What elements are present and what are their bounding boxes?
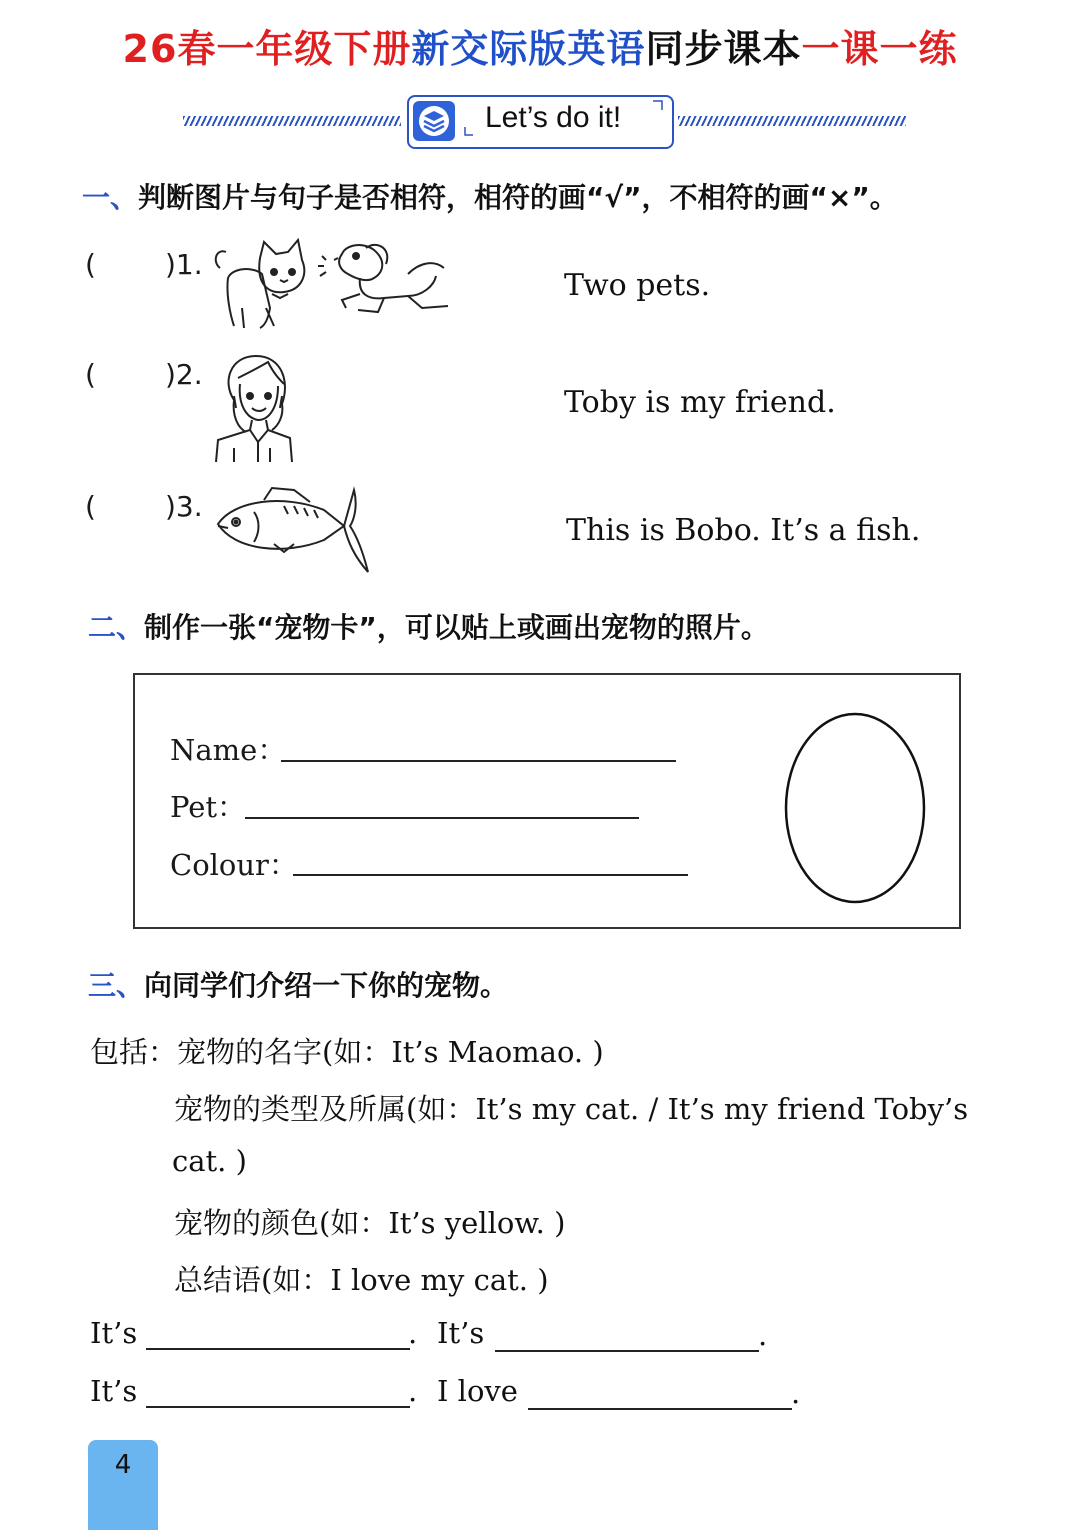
fish-illustration bbox=[214, 486, 374, 576]
corner-mark-icon bbox=[653, 99, 665, 111]
pet-input-line[interactable] bbox=[245, 817, 639, 819]
title-book: 同步课本 bbox=[645, 27, 802, 71]
fill-blank[interactable] bbox=[495, 1350, 759, 1352]
colour-label: Colour： bbox=[170, 848, 298, 882]
item-number: )3. bbox=[165, 490, 203, 523]
item-number: )2. bbox=[165, 358, 203, 391]
guide-line-summary: 总结语(如：I love my cat. ) bbox=[174, 1263, 549, 1297]
fill-blank[interactable] bbox=[146, 1348, 410, 1350]
banner-hatch-left bbox=[183, 116, 401, 126]
item-number: )1. bbox=[165, 248, 203, 281]
section2-number: 二、 bbox=[88, 611, 145, 644]
section3-heading bbox=[88, 964, 508, 1004]
guide-line-colour: 宠物的颜色(如：It’s yellow. ) bbox=[174, 1206, 566, 1240]
corner-mark-icon bbox=[463, 127, 473, 137]
answer-paren-open[interactable]: ( bbox=[85, 248, 96, 281]
fill-period: . bbox=[408, 1316, 418, 1350]
fill-period: . bbox=[408, 1374, 418, 1408]
item-sentence: Two pets. bbox=[564, 268, 711, 303]
banner-label: Let’s do it! bbox=[485, 101, 622, 134]
title-edition: 新交际版英语 bbox=[411, 27, 646, 71]
pet-label: Pet： bbox=[170, 790, 247, 824]
guide-line-type: 宠物的类型及所属(如：It’s my cat. / It’s my friend Toby’s bbox=[174, 1092, 969, 1126]
cat-and-dog-illustration bbox=[208, 238, 458, 334]
name-input-line[interactable] bbox=[281, 760, 676, 762]
section2-heading-text: 制作一张“宠物卡”，可以贴上或画出宠物的照片。 bbox=[144, 611, 769, 644]
section1-heading-text: 判断图片与句子是否相符，相符的画“√”，不相符的画“×”。 bbox=[138, 181, 898, 214]
page-number: 4 bbox=[114, 1450, 132, 1480]
section1-heading bbox=[82, 176, 898, 216]
banner-hatch-right bbox=[678, 116, 906, 126]
title-grade: 26春一年级下册 bbox=[122, 27, 412, 71]
girl-illustration bbox=[212, 352, 294, 464]
fill-period: . bbox=[791, 1376, 801, 1410]
fill-prefix: It’s bbox=[90, 1316, 138, 1350]
guide-line-type-cont: cat. ) bbox=[172, 1144, 247, 1178]
guide-line-name: 包括：宠物的名字(如：It’s Maomao. ) bbox=[90, 1035, 604, 1069]
fill-blank[interactable] bbox=[528, 1408, 792, 1410]
photo-oval-frame[interactable] bbox=[782, 710, 928, 906]
name-label: Name： bbox=[170, 733, 287, 767]
fill-prefix: It’s bbox=[437, 1316, 485, 1350]
colour-input-line[interactable] bbox=[293, 874, 688, 876]
title-practice: 一课一练 bbox=[801, 27, 958, 71]
item-sentence: Toby is my friend. bbox=[564, 385, 836, 420]
answer-paren-open[interactable]: ( bbox=[85, 490, 96, 523]
section1-number: 一、 bbox=[82, 181, 139, 214]
page-title bbox=[0, 18, 1080, 73]
item-sentence: This is Bobo. It’s a fish. bbox=[566, 513, 921, 548]
layers-icon bbox=[413, 101, 455, 141]
fill-prefix: I love bbox=[437, 1374, 518, 1408]
answer-paren-open[interactable]: ( bbox=[85, 358, 96, 391]
fill-prefix: It’s bbox=[90, 1374, 138, 1408]
section2-heading bbox=[88, 606, 769, 646]
section3-heading-text: 向同学们介绍一下你的宠物。 bbox=[144, 969, 509, 1002]
banner bbox=[407, 95, 674, 149]
fill-blank[interactable] bbox=[146, 1406, 410, 1408]
fill-period: . bbox=[758, 1318, 768, 1352]
section3-number: 三、 bbox=[88, 969, 145, 1002]
